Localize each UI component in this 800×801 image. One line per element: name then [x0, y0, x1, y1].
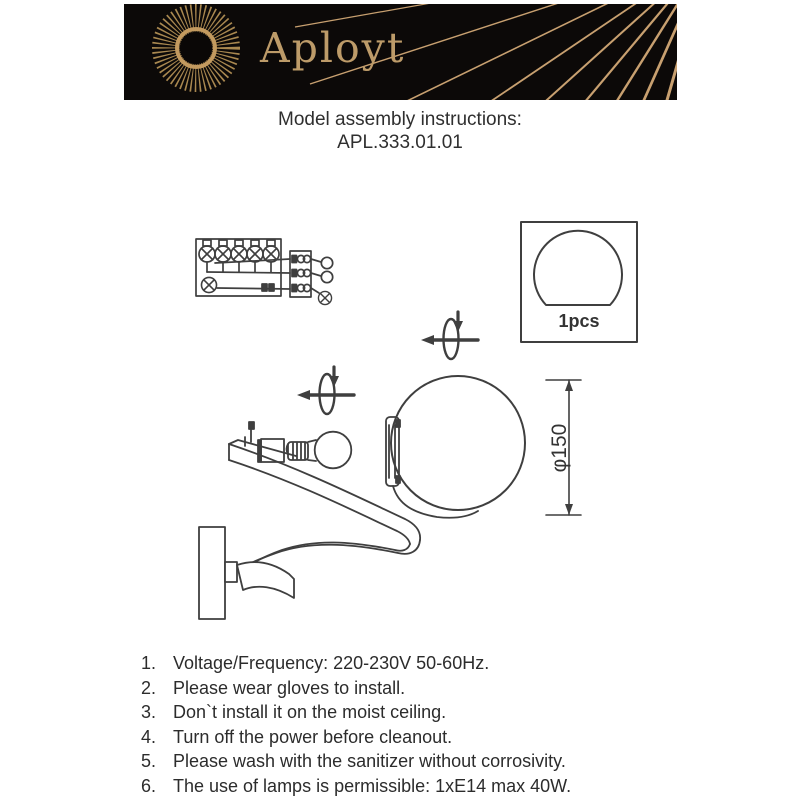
instruction-text: The use of lamps is permissible: 1xE14 max 40W. — [173, 775, 572, 796]
glass-sphere — [391, 376, 525, 510]
instruction-item — [141, 678, 701, 703]
instruction-number: 1. — [141, 653, 157, 673]
instruction-number: 5. — [141, 751, 157, 772]
wall-lamp-drawing — [199, 376, 525, 619]
diameter-label: φ150 — [548, 423, 571, 473]
instruction-number: 6. — [141, 775, 157, 796]
instruction-number: 3. — [141, 702, 157, 723]
instruction-number: 4. — [141, 726, 157, 747]
instruction-item — [141, 653, 701, 678]
wiring-diagram — [196, 239, 333, 305]
instruction-number: 2. — [141, 677, 157, 698]
instruction-text: Please wash with the sanitizer without corrosivity. — [173, 751, 566, 772]
brand-logo-text: Aployt — [260, 24, 406, 72]
instruction-item — [141, 776, 701, 801]
instructions-list — [141, 653, 701, 801]
globe-shade-outline — [534, 231, 622, 305]
parts-count-label: 1pcs — [558, 311, 600, 331]
instructions-title: Model assembly instructions: — [278, 109, 522, 130]
instruction-text: Don`t install it on the moist ceiling. — [173, 702, 447, 723]
rotation-symbol-shade — [421, 312, 478, 359]
instruction-item — [141, 727, 701, 752]
instruction-item — [141, 702, 701, 727]
instruction-item — [141, 751, 701, 776]
instruction-text: Voltage/Frequency: 220-230V 50-60Hz. — [173, 653, 490, 673]
rotation-symbol-bulb — [297, 367, 354, 414]
instruction-text: Turn off the power before cleanout. — [173, 726, 453, 747]
model-number: APL.333.01.01 — [337, 132, 463, 153]
light-bulb — [287, 432, 352, 469]
instruction-text: Please wear gloves to install. — [173, 677, 406, 698]
